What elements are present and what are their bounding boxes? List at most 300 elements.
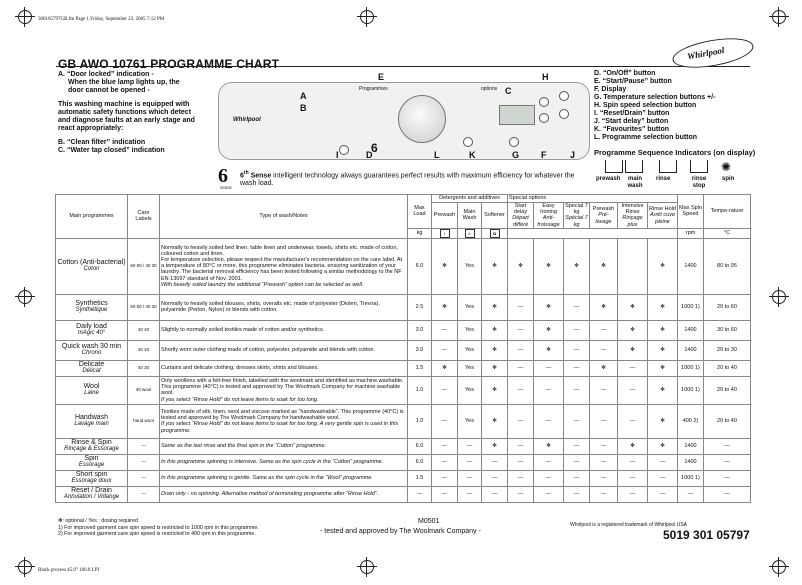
seq-rinse: rinse <box>656 176 671 182</box>
programme-title-fr: Laine <box>84 390 99 397</box>
wash-note: Drain only - no spinning. Alternative method of terminating programme after “Rinse Hold”. <box>161 491 379 498</box>
registration-mark <box>772 290 786 304</box>
special-7kg: — <box>564 376 590 404</box>
special-7kg: — <box>564 340 590 360</box>
prewash-detergent: — <box>432 320 458 340</box>
programme-title: Short spin <box>75 470 108 478</box>
temperature: — <box>704 470 751 486</box>
note-a-2: When the blue lamp lights up, the <box>68 79 180 86</box>
header-celsius: °C <box>704 228 751 238</box>
registration-mark <box>18 290 32 304</box>
programme-row <box>56 404 751 438</box>
sixth-sense-logo: 6 SENSE <box>218 165 232 190</box>
prewash-option: — <box>590 438 618 454</box>
programme-title: Quick wash 30 min <box>61 342 122 350</box>
callout-l: L <box>434 150 440 160</box>
easy-ironing: — <box>534 376 564 404</box>
care-label: hand wool <box>128 404 160 438</box>
easy-ironing: — <box>534 486 564 502</box>
wash-description: Textiles made of silk, linen, wool and viscose marked as “handwashable”. This programme (40°C) is tested and approved by The Woolmark Company for handwashable wool. <box>161 408 404 422</box>
easy-ironing: — <box>534 360 564 376</box>
panel-programmes-label: Programmes <box>359 86 388 92</box>
special-7kg: — <box>564 470 590 486</box>
mainwash-detergent: — <box>458 486 482 502</box>
registration-mark <box>18 10 32 24</box>
programme-title-fr: Coton <box>83 266 100 273</box>
prewash-detergent: — <box>432 404 458 438</box>
start-delay: — <box>508 376 534 404</box>
easy-ironing: ✻ <box>534 438 564 454</box>
programme-title-fr: Chrono <box>81 350 102 357</box>
max-spin: 1000 1) <box>678 376 704 404</box>
easy-ironing: — <box>534 470 564 486</box>
wash-notes <box>160 470 408 486</box>
prewash-option: ✻ <box>590 360 618 376</box>
temperature: 20 to 60 <box>704 294 751 320</box>
callout-j: J <box>570 150 576 160</box>
wash-notes <box>160 454 408 470</box>
intensive-rinse: — <box>618 404 648 438</box>
softener: ✻ <box>482 438 508 454</box>
legend-h: H. Spin speed selection button <box>594 102 697 109</box>
wash-notes <box>160 376 408 404</box>
wash-description: Shortly worn outer clothing made of cotton, polyester, polyamide and blends with cotton. <box>161 347 376 354</box>
easy-ironing: ✻ <box>534 294 564 320</box>
programme-title-fr: Synthétique <box>75 307 108 314</box>
registration-mark <box>360 560 374 574</box>
prewash-option: — <box>590 320 618 340</box>
trademark-note: Whirlpool is a registered trademark of Whirlpool USA <box>570 522 687 528</box>
temperature: 20 to 40 <box>704 360 751 376</box>
temperature: 20 to 30 <box>704 340 751 360</box>
start-delay: — <box>508 454 534 470</box>
max-load: 2.5 <box>408 294 432 320</box>
intensive-rinse: ✻ <box>618 340 648 360</box>
header-rpm: rpm <box>678 228 704 238</box>
button-legend <box>594 70 754 142</box>
part-number: 5019 301 05797 <box>663 528 750 542</box>
rinse-hold: ✻ <box>648 340 678 360</box>
legend-g: G. Temperature selection buttons +/- <box>594 94 716 101</box>
max-load: 3.0 <box>408 320 432 340</box>
mainwash-detergent: — <box>458 470 482 486</box>
prewash-option: — <box>590 376 618 404</box>
softener: ✻ <box>482 294 508 320</box>
programme-title: Delicate <box>78 360 105 368</box>
legend-k: K. “Favourites” button <box>594 126 670 133</box>
intensive-rinse: — <box>618 486 648 502</box>
seq-prewash: prewash <box>596 176 621 182</box>
programme-row <box>56 454 751 470</box>
prewash-detergent: — <box>432 340 458 360</box>
start-delay: — <box>508 438 534 454</box>
programme-table <box>55 194 751 503</box>
intensive-rinse: ✻ <box>618 294 648 320</box>
rinse-hold: ✻ <box>648 238 678 294</box>
care-label: — <box>128 470 160 486</box>
programme-title-fr: Rinçage & Essorage <box>64 446 119 453</box>
title-rule <box>56 66 750 67</box>
programme-title: Handwash <box>74 413 109 421</box>
temperature: — <box>704 486 751 502</box>
sixth-sense-text: 6th Sense intelligent technology always guarantees perfect results with maximum efficiency for whatever the wash load. <box>240 170 575 188</box>
header-max-load: Max Load <box>408 195 432 229</box>
temperature: — <box>704 454 751 470</box>
programme-name <box>56 294 128 320</box>
header-start-delay: Start delay Départ différé <box>508 203 534 229</box>
max-spin: 400 2) <box>678 404 704 438</box>
prewash-icon <box>605 160 623 173</box>
callout-g: G <box>512 150 520 160</box>
programme-name <box>56 438 128 454</box>
special-7kg: — <box>564 294 590 320</box>
programme-row <box>56 486 751 502</box>
programme-title-fr: Essorage <box>78 462 105 469</box>
max-load: 6.0 <box>408 454 432 470</box>
mainwash-drawer-icon: II <box>465 229 475 238</box>
header-care-labels: Care Labels <box>128 195 160 239</box>
wash-note: If you select “Rinse Hold” do not leave items to soak for too long. <box>161 396 319 403</box>
mainwash-detergent: Yes <box>458 404 482 438</box>
prewash-detergent: — <box>432 470 458 486</box>
programme-dial <box>398 95 446 143</box>
seq-spin: spin <box>722 176 735 182</box>
start-delay-button <box>509 137 519 147</box>
max-spin: — <box>678 486 704 502</box>
care-label: 40 40 <box>128 320 160 340</box>
intro-line: and diagnose faults at an early stage and <box>58 117 195 124</box>
wash-notes <box>160 360 408 376</box>
prewash-detergent: ✻ <box>432 238 458 294</box>
care-label: — <box>128 454 160 470</box>
programme-name <box>56 454 128 470</box>
callout-f: F <box>541 150 547 160</box>
rinse-hold: — <box>648 486 678 502</box>
registration-mark <box>360 10 374 24</box>
prewash-option: — <box>590 454 618 470</box>
programme-name <box>56 340 128 360</box>
wash-description: Slightly to normally soiled textiles made of cotton and/or synthetics. <box>161 327 325 334</box>
intro-line: react appropriately: <box>58 125 124 132</box>
max-load: 1.5 <box>408 470 432 486</box>
header-spin-speed: Max Spin Speed <box>678 195 704 229</box>
temperature: 80 to 95 <box>704 238 751 294</box>
temperature: 30 to 60 <box>704 320 751 340</box>
prewash-detergent: — <box>432 376 458 404</box>
rinse-hold: — <box>648 454 678 470</box>
legend-i: I. “Reset/Drain” button <box>594 110 670 117</box>
mainwash-detergent: Yes <box>458 376 482 404</box>
softener: ✻ <box>482 340 508 360</box>
programme-title: Spin <box>84 454 99 462</box>
mainwash-icon <box>625 160 643 173</box>
rinse-icon <box>659 160 677 173</box>
start-delay: — <box>508 486 534 502</box>
registration-mark <box>18 560 32 574</box>
intensive-rinse: ✻ <box>618 320 648 340</box>
programme-name <box>56 360 128 376</box>
legend-f: F. Display <box>594 86 627 93</box>
note-c: C. “Water tap closed” indication <box>58 147 165 154</box>
prewash-detergent: — <box>432 438 458 454</box>
seq-main-wash: main wash <box>627 176 643 189</box>
header-type-of-wash: Type of wash/Notes <box>160 195 408 239</box>
programme-row <box>56 294 751 320</box>
programme-row <box>56 320 751 340</box>
programme-title-fr: Lavage main <box>74 421 109 428</box>
start-delay: — <box>508 294 534 320</box>
footnotes <box>58 518 338 538</box>
care-label: 40 40 <box>128 340 160 360</box>
softener: — <box>482 470 508 486</box>
spin-icon: ✺ <box>721 160 732 174</box>
programme-row <box>56 470 751 486</box>
callout-b: B <box>300 103 307 113</box>
start-delay: — <box>508 404 534 438</box>
header-main-programmes: Main programmes <box>56 195 128 239</box>
callout-h: H <box>542 72 549 82</box>
care-label: 40 30 <box>128 360 160 376</box>
max-load: — <box>408 486 432 502</box>
header-softener: Softener <box>482 203 508 229</box>
easy-ironing: — <box>534 454 564 470</box>
rinse-hold: ✻ <box>648 294 678 320</box>
prewash-detergent: — <box>432 454 458 470</box>
mainwash-detergent: Yes <box>458 360 482 376</box>
max-load: 1.0 <box>408 404 432 438</box>
max-spin: 1000 1) <box>678 360 704 376</box>
callout-e: E <box>378 72 385 82</box>
callout-c: C <box>505 86 512 96</box>
mainwash-detergent: Yes <box>458 238 482 294</box>
start-delay: ✻ <box>508 238 534 294</box>
softener: — <box>482 454 508 470</box>
programme-title-fr: Essorage doux <box>71 478 112 485</box>
legend-e: E. “Start/Pause” button <box>594 78 672 85</box>
programme-row <box>56 438 751 454</box>
max-spin: 1000 1) <box>678 294 704 320</box>
on-off-button <box>559 109 569 119</box>
special-7kg: ✻ <box>564 238 590 294</box>
header-kg: kg <box>408 228 432 238</box>
programme-title-fr: Annulation / Vidange <box>63 494 120 501</box>
programme-name <box>56 238 128 294</box>
start-delay: — <box>508 360 534 376</box>
seq-rinse-stop: rinse stop <box>691 176 707 189</box>
woolmark-text: - tested and approved by The Woolmark Company - <box>320 528 481 535</box>
easy-ironing: ✻ <box>534 340 564 360</box>
prewash-drawer-icon: I <box>440 229 450 238</box>
start-pause-button <box>559 91 569 101</box>
care-label: 40 wool <box>128 376 160 404</box>
special-7kg: — <box>564 404 590 438</box>
care-label: — <box>128 438 160 454</box>
mainwash-detergent: — <box>458 454 482 470</box>
programme-name <box>56 404 128 438</box>
softener: ✻ <box>482 360 508 376</box>
wash-note: Same as the last rinse and the final spin in the “Cotton” programme. <box>161 443 327 450</box>
mainwash-detergent: Yes <box>458 294 482 320</box>
left-notes <box>58 71 223 155</box>
registration-mark <box>772 560 786 574</box>
rinse-hold: ✻ <box>648 438 678 454</box>
programme-title: Daily load <box>76 322 107 330</box>
softener: ✻ <box>482 320 508 340</box>
max-load: 1.0 <box>408 376 432 404</box>
callout-k: K <box>469 150 476 160</box>
start-delay: — <box>508 320 534 340</box>
header-detergents: Detergents and additives <box>432 195 508 203</box>
callout-i: I <box>336 150 339 160</box>
wash-notes <box>160 486 408 502</box>
easy-ironing: ✻ <box>534 238 564 294</box>
easy-ironing: ✻ <box>534 320 564 340</box>
max-spin: 1400 <box>678 454 704 470</box>
wash-notes <box>160 238 408 294</box>
header-prewash: Prewash <box>432 203 458 229</box>
programme-title-fr: mAgic 40° <box>77 330 106 337</box>
softener-drawer-icon: ✿ <box>490 229 500 238</box>
max-spin: 1400 <box>678 320 704 340</box>
registration-mark <box>772 10 786 24</box>
programme-name <box>56 486 128 502</box>
prewash-option: ✻ <box>590 294 618 320</box>
footnote-legend: ✻: optional / Yes : dosing required <box>58 518 138 524</box>
rinse-hold: — <box>648 470 678 486</box>
sixth-sense-mark: 6 <box>371 141 378 155</box>
header-rinse-hold: Rinse Hold Arrêt cuve pleine <box>648 203 678 229</box>
wash-notes <box>160 438 408 454</box>
special-7kg: — <box>564 320 590 340</box>
wash-note: If you select “Rinse Hold” do not leave items to soak for too long. A very gentle spin is used in this programme. <box>161 421 399 434</box>
callout-a: A <box>300 91 307 101</box>
programme-name <box>56 376 128 404</box>
display-screen <box>499 105 535 125</box>
max-load: 3.0 <box>408 340 432 360</box>
footnote-1: 1) For improved garment care spin speed is restricted to 1000 rpm in this programme. <box>58 524 259 531</box>
rinse-hold: ✻ <box>648 360 678 376</box>
special-7kg: — <box>564 454 590 470</box>
intensive-rinse <box>618 238 648 294</box>
start-delay: — <box>508 470 534 486</box>
header-main-wash: Main Wash <box>458 203 482 229</box>
mainwash-detergent: — <box>458 438 482 454</box>
programme-title-fr: Délicat <box>82 368 101 375</box>
mainwash-detergent: Yes <box>458 320 482 340</box>
temperature: — <box>704 438 751 454</box>
care-label: 60 60 / 40 30 <box>128 238 160 294</box>
wash-notes <box>160 320 408 340</box>
programme-row <box>56 376 751 404</box>
prewash-detergent: ✻ <box>432 294 458 320</box>
woolmark-code: M0501 <box>418 518 440 525</box>
panel-logo: Whirlpool <box>233 117 261 123</box>
max-load: 1.5 <box>408 360 432 376</box>
intensive-rinse: ✻ <box>618 438 648 454</box>
max-load: 6.0 <box>408 238 432 294</box>
programme-title: Synthetics <box>75 299 108 307</box>
legend-j: J. “Start delay” button <box>594 118 669 125</box>
programme-row <box>56 238 751 294</box>
max-load: 6.0 <box>408 438 432 454</box>
programme-name <box>56 320 128 340</box>
wash-description: Normally to heavily soiled bed linen, table linen and underwear, towels, shirts etc. made of cotton, coloured cotton and linen. For temperature selection, please respect the manufacturer's recommendation on the care label. At a temperature of 80°C or more, this programme eliminates bacteria, ensuring sanitization of your laundry. The bacterial removal efficiency has been tested following a similar methodology to the NF EN 13697 standard of Nov. 2001. <box>161 244 403 282</box>
header-easy-ironing: Easy Ironing Anti-froissage <box>534 203 564 229</box>
wash-description: Only woollens with a felt-free finish, labelled with the woolmark and identified as machine washable. This programme (40°C) is tested and approved by The Woolmark Company for machine washable wool. <box>161 377 404 397</box>
special-7kg: — <box>564 360 590 376</box>
legend-l: L. Programme selection button <box>594 134 698 141</box>
prewash-option: — <box>590 340 618 360</box>
spin-button <box>539 97 549 107</box>
prewash-detergent: — <box>432 486 458 502</box>
rinse-hold: ✻ <box>648 404 678 438</box>
header-special-7kg: Special 7 kg Spécial 7 kg <box>565 203 588 228</box>
programme-title: Cotton (Anti-bacterial) <box>57 258 126 266</box>
programme-title: Rinse & Spin <box>71 438 112 446</box>
softener: ✻ <box>482 238 508 294</box>
panel-options-label: options <box>481 86 498 92</box>
page-title: GB AWO 10761 PROGRAMME CHART <box>58 57 280 71</box>
note-a-3: door cannot be opened - <box>68 87 150 94</box>
wash-note: In this programme spinning is intensive. Same as the spin cycle in the “Cotton” programme. <box>161 459 384 466</box>
wash-description: Normally to heavily soiled blouses, shirts, overalls etc. made of polyester (Diolen, Trevira), polyamide (Perlon, Nylon) or blends with cotton. <box>161 301 380 314</box>
prewash-option: — <box>590 486 618 502</box>
care-label: — <box>128 486 160 502</box>
legend-d: D. “On/Off” button <box>594 70 656 77</box>
whirlpool-logo: Whirlpool <box>670 33 755 73</box>
max-spin: 1400 <box>678 238 704 294</box>
prewash-option: ✻ <box>590 238 618 294</box>
programme-title: Wool <box>83 382 100 390</box>
special-7kg: — <box>564 438 590 454</box>
softener: ✻ <box>482 404 508 438</box>
wash-notes <box>160 404 408 438</box>
softener: — <box>482 486 508 502</box>
rinse-hold: ✻ <box>648 320 678 340</box>
favourites-button <box>463 137 473 147</box>
print-footer: Black process 45.0° 100.0 LPI <box>38 568 100 573</box>
care-label: 60 50 / 40 30 <box>128 294 160 320</box>
temperature: 20 to 40 <box>704 376 751 404</box>
prewash-detergent: ✻ <box>432 360 458 376</box>
programme-row <box>56 340 751 360</box>
intensive-rinse: — <box>618 470 648 486</box>
header-prewash-option: Prewash Pré-lavage <box>590 203 618 229</box>
header-special-options: Special options <box>508 195 678 203</box>
max-spin: 1000 1) <box>678 470 704 486</box>
intensive-rinse: — <box>618 360 648 376</box>
rinse-hold: ✻ <box>648 376 678 404</box>
prewash-option: — <box>590 470 618 486</box>
easy-ironing: — <box>534 404 564 438</box>
start-delay: — <box>508 340 534 360</box>
wash-note: With heavily soiled laundry the additional “Prewash” option can be selected as well. <box>161 281 364 288</box>
wash-note: In this programme spinning is gentle. Same as the spin cycle in the “Wool” programme. <box>161 475 373 482</box>
reset-drain-button <box>339 145 349 155</box>
footnote-2: 2) For improved garment care spin speed is restricted to 400 rpm in this programme. <box>58 531 256 537</box>
wash-notes <box>160 294 408 320</box>
wash-notes <box>160 340 408 360</box>
rinse-stop-icon <box>690 160 708 173</box>
mainwash-detergent: Yes <box>458 340 482 360</box>
special-7kg: — <box>564 486 590 502</box>
temperature-button <box>539 113 549 123</box>
intensive-rinse: — <box>618 454 648 470</box>
max-spin: 1400 <box>678 438 704 454</box>
header-temperature: Tempe-rature <box>704 195 751 229</box>
sequence-title: Programme Sequence Indicators (on display) <box>594 148 756 157</box>
programme-row <box>56 360 751 376</box>
